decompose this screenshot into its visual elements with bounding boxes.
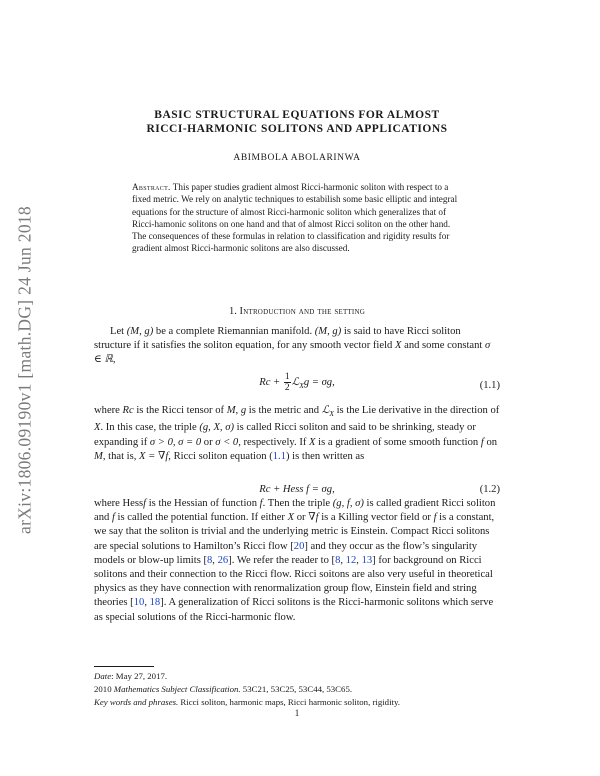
section-number: 1. xyxy=(229,306,237,317)
title-line-1: BASIC STRUCTURAL EQUATIONS FOR ALMOST xyxy=(154,109,440,121)
paragraph-2: where Rc is the Ricci tensor of M, g is the metric and ℒ$_X$ is the Lie derivative in the direction of X. In this case, the triple (g, X, σ) is called Ricci soliton and said to be shrinking, steady or expanding if σ > 0, σ = 0 or σ < 0, respectively. If X is a gradient of some smooth function f on M, that is, X = ∇f, Ricci soliton equation (1.1) is then written as xyxy=(94,405,500,462)
author-name: ABIMBOLA ABOLARINWA xyxy=(233,153,361,163)
section-heading xyxy=(94,306,500,317)
footnote-date: Date: May 27, 2017. xyxy=(94,671,168,681)
abstract xyxy=(132,181,466,255)
citation-10[interactable]: 10 xyxy=(133,597,145,609)
equation-1-2-body: Rc + Hess f = σg, xyxy=(259,484,335,495)
page-number: 1 xyxy=(294,708,300,718)
citation-12[interactable]: 12 xyxy=(345,554,357,566)
abstract-label: Abstract. xyxy=(132,182,171,192)
citation-20[interactable]: 20 xyxy=(293,540,305,552)
equation-1-1-body: Rc + $\frac{1}{2}$ ℒ$_X$g = σg, xyxy=(259,372,335,393)
abstract-text: This paper studies gradient almost Ricci-harmonic soliton with respect to a fixed metric. We rely on analytic techniques to estabilish some basic elliptic and integral equations for the structure of almost Ricci-harmonic soliton which generalizes that of Ricci-hamonic solitons on one hand and that of almost Ricci soliton on the other hand. The consequences of these formulas in relation to classification and rigidity results for gradient almost Ricci-harmonic solitons are also discussed. xyxy=(132,182,458,254)
citation-8[interactable]: 8 xyxy=(207,554,213,566)
paragraph-3: where Hessf is the Hessian of function f. Then the triple (g, f, σ) is called gradient Ricci soliton and f is called the potential function. If either X or ∇f is a Killing vector field or f is a constant, we say that the soliton is trivial and the underlying metric is Einstein. Compact Ricci solitons are special solutions to Hamilton’s Ricci flow [20] and they occur as the flow’s singularity models or blow-up limits [8, 26]. We refer the reader to [8, 12, 13] for background on Ricci solitons and their connection to the Ricci flow. Ricci soitons are also very useful in theoretical physics as they have connection with renormalization group flow, Einstein field and string theories [10, 18]. A generalization of Ricci solitons is the Ricci-harmonic solitons which serve as special solutions of the Ricci-harmonic flow. xyxy=(94,498,496,623)
equation-1-1 xyxy=(94,368,500,398)
citation-13[interactable]: 13 xyxy=(361,554,373,566)
footnote-keywords: Key words and phrases. Ricci soliton, harmonic maps, Ricci harmonic soliton, rigidity. xyxy=(94,697,400,707)
title-line-2: RICCI-HARMONIC SOLITONS AND APPLICATIONS xyxy=(146,123,448,135)
section-title: Introduction and the setting xyxy=(239,306,365,317)
equation-1-1-label: (1.1) xyxy=(479,380,500,391)
citation-26[interactable]: 26 xyxy=(217,554,229,566)
citation-18[interactable]: 18 xyxy=(149,597,161,609)
equation-1-2-label: (1.2) xyxy=(479,484,500,495)
footnote-msc: 2010 Mathematics Subject Classification. 53C21, 53C25, 53C44, 53C65. xyxy=(94,684,353,694)
arxiv-stamp xyxy=(8,170,42,570)
arxiv-identifier: arXiv:1806.09190v1 [math.DG] 24 Jun 2018 xyxy=(14,206,35,534)
paper-title xyxy=(94,108,500,136)
eq-ref-1-1[interactable]: 1.1 xyxy=(272,450,286,462)
fraction-one-half: $\frac{1}{2}$ xyxy=(284,372,290,393)
footnote-rule xyxy=(94,666,154,667)
citation-8[interactable]: 8 xyxy=(335,554,341,566)
paragraph-1: Let (M, g) be a complete Riemannian manifold. (M, g) is said to have Ricci soliton structure if it satisfies the soliton equation, for any smooth vector field X and some constant σ ∈ ℝ, xyxy=(94,326,491,366)
